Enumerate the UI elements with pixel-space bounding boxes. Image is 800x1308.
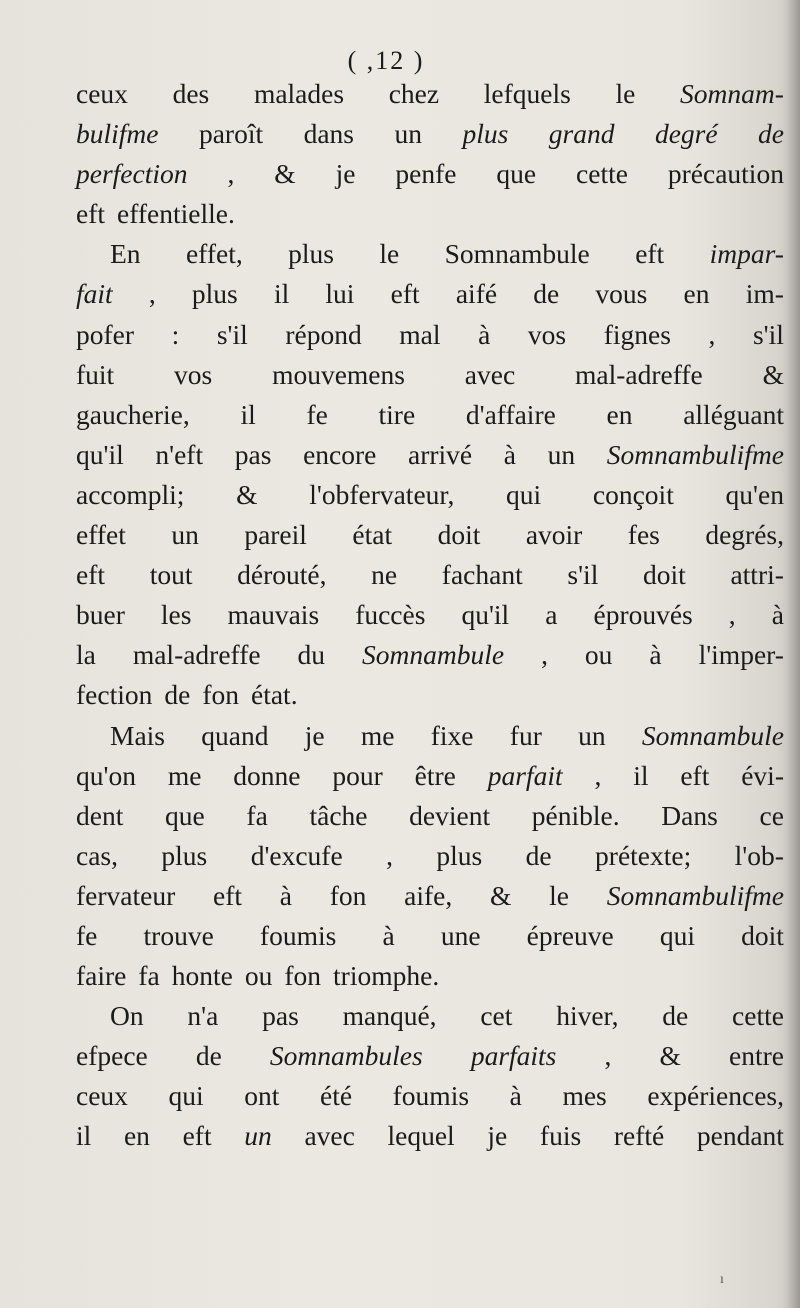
word: Mais <box>110 719 165 751</box>
text-line <box>76 1036 784 1076</box>
word: ceux <box>76 78 128 109</box>
text-line <box>76 675 784 715</box>
word: ou <box>244 960 273 992</box>
word: avec <box>304 1120 355 1152</box>
text-line <box>76 234 784 274</box>
word: Somnambule <box>444 238 590 270</box>
word: , <box>541 639 548 671</box>
word: dent <box>76 799 124 831</box>
word: une <box>440 919 481 951</box>
word: quand <box>201 719 269 751</box>
word: fection <box>76 679 153 711</box>
word: de <box>164 679 191 711</box>
italic-word: de <box>758 118 784 150</box>
word: ont <box>244 1080 280 1112</box>
text-line <box>76 475 784 515</box>
text-line <box>76 355 784 395</box>
word: lui <box>325 278 355 310</box>
word: du <box>297 639 326 671</box>
word: de <box>525 839 552 871</box>
word: plus <box>161 839 208 871</box>
italic-word: parfaits <box>470 1040 557 1072</box>
word: doit <box>741 919 784 951</box>
word: fixe <box>430 719 474 751</box>
word: s'il <box>752 318 784 350</box>
word: accompli; <box>76 478 185 510</box>
word: que <box>496 158 537 190</box>
text-line <box>76 876 784 916</box>
word: efpece <box>76 1040 148 1072</box>
text-line <box>76 395 784 435</box>
word: fe <box>306 398 328 430</box>
word: un <box>171 519 199 551</box>
word: fuis <box>539 1120 582 1152</box>
text-line <box>76 916 784 956</box>
word: effet <box>76 519 126 551</box>
word: lefquels <box>483 78 571 109</box>
text-line <box>76 796 784 836</box>
word: : <box>171 318 180 350</box>
word: foumis <box>392 1080 470 1112</box>
word: fignes <box>603 318 671 350</box>
word: fervateur <box>76 879 176 911</box>
italic-word: impar- <box>709 238 784 270</box>
italic-word: Somnambulifme <box>606 438 784 470</box>
word: le <box>615 78 636 109</box>
word: me <box>360 719 395 751</box>
word: plus <box>288 238 334 270</box>
italic-word: Somnambules <box>269 1040 423 1072</box>
word: , <box>386 839 393 871</box>
italic-word: perfection <box>76 158 188 190</box>
word: dans <box>303 118 355 150</box>
word: refté <box>613 1120 665 1152</box>
word: que <box>165 799 205 831</box>
word: En <box>110 238 141 270</box>
word: fon <box>284 960 322 992</box>
word: effentielle. <box>117 198 235 230</box>
word: pofer <box>76 318 135 350</box>
word: l'obfervateur, <box>309 478 455 510</box>
text-line <box>76 154 784 194</box>
word: Dans <box>661 799 718 831</box>
word: qui <box>506 478 542 510</box>
word: en <box>123 1120 150 1152</box>
text-line <box>76 194 784 234</box>
word: tâche <box>309 799 368 831</box>
word: donne <box>233 759 301 791</box>
word: mal-adreffe <box>132 639 261 671</box>
text-line <box>76 635 784 675</box>
word: cette <box>732 1000 784 1032</box>
italic-word: parfait <box>487 759 563 791</box>
word: aife, <box>404 879 453 911</box>
word: pour <box>332 759 383 791</box>
word: tout <box>149 559 193 591</box>
word: pénible. <box>531 799 620 831</box>
word: à <box>279 879 292 911</box>
word: fa <box>138 960 160 992</box>
word: l'ob- <box>734 839 784 871</box>
word: il <box>76 1120 92 1152</box>
page-edge-shadow <box>786 0 800 1308</box>
word: la <box>76 639 96 671</box>
word: les <box>160 599 192 631</box>
text-line <box>76 274 784 314</box>
text-line <box>76 74 784 114</box>
word: ce <box>759 799 784 831</box>
word: à <box>478 318 491 350</box>
word: n'eft <box>155 438 204 470</box>
word: mal <box>399 318 441 350</box>
ink-speck: ı <box>720 1272 724 1287</box>
word: manqué, <box>342 1000 437 1032</box>
word: tire <box>378 398 416 430</box>
word: degrés, <box>705 519 784 551</box>
word: lequel <box>387 1120 455 1152</box>
text-line <box>76 515 784 555</box>
word: qui <box>168 1080 204 1112</box>
word: il <box>273 278 290 310</box>
text-line <box>76 435 784 475</box>
word: des <box>172 78 210 109</box>
word: , <box>604 1040 612 1072</box>
word: , <box>594 759 602 791</box>
word: s'il <box>216 318 248 350</box>
word: plus <box>436 839 483 871</box>
word: en <box>606 398 633 430</box>
word: fur <box>509 719 542 751</box>
word: un <box>547 438 576 470</box>
italic-word: bulifme <box>76 118 159 150</box>
italic-word: degré <box>654 118 718 150</box>
word: foumis <box>259 919 337 951</box>
word: hiver, <box>556 1000 619 1032</box>
text-line <box>76 1076 784 1116</box>
word: répond <box>285 318 362 350</box>
word: l'imper- <box>698 639 784 671</box>
word: eft <box>635 238 665 270</box>
word: fon <box>202 679 239 711</box>
word: & <box>236 478 258 510</box>
word: fe <box>76 919 98 951</box>
word: alléguant <box>683 398 784 430</box>
word: plus <box>191 278 238 310</box>
word: le <box>549 879 569 911</box>
word: im- <box>745 278 784 310</box>
word: triomphe. <box>333 960 440 992</box>
word: vos <box>174 358 213 390</box>
word: a <box>545 599 558 631</box>
word: fuit <box>76 358 115 390</box>
word: avec <box>464 358 516 390</box>
word: il <box>633 759 649 791</box>
word: fachant <box>441 559 523 591</box>
word: il <box>240 398 256 430</box>
word: gaucherie, <box>76 398 190 430</box>
word: cette <box>576 158 628 190</box>
word: avoir <box>525 519 583 551</box>
word: vous <box>595 278 648 310</box>
text-line <box>76 996 784 1036</box>
word: qu'il <box>76 438 124 470</box>
word: de <box>195 1040 222 1072</box>
word: évi- <box>741 759 784 791</box>
italic-word: grand <box>548 118 615 150</box>
word: arrivé <box>407 438 473 470</box>
word: mal-adreffe <box>575 358 703 390</box>
word: fes <box>627 519 660 551</box>
word: état <box>352 519 393 551</box>
italic-word: Somnambule <box>362 639 505 671</box>
word: malades <box>253 78 345 109</box>
word: dérouté, <box>237 559 327 591</box>
word: je <box>304 719 325 751</box>
word: & <box>762 358 784 390</box>
body-text <box>76 74 784 1157</box>
word: chez <box>388 78 440 109</box>
word: buer <box>76 599 125 631</box>
word: je <box>335 158 356 190</box>
word: devient <box>409 799 491 831</box>
word: à <box>509 1080 522 1112</box>
word: qu'il <box>461 599 510 631</box>
word: attri- <box>730 559 784 591</box>
text-line <box>76 756 784 796</box>
italic-word: Somnambule <box>641 719 784 751</box>
word: eft <box>76 198 106 230</box>
word: à <box>771 599 784 631</box>
word: , <box>227 158 235 190</box>
word: pareil <box>244 519 307 551</box>
word: le <box>379 238 400 270</box>
word: On <box>110 1000 144 1032</box>
word: honte <box>171 960 233 992</box>
word: , <box>148 278 156 310</box>
word: fa <box>246 799 268 831</box>
italic-word: fait <box>76 278 113 310</box>
word: état. <box>251 679 298 711</box>
word: je <box>487 1120 508 1152</box>
word: entre <box>728 1040 784 1072</box>
word: précaution <box>667 158 784 190</box>
word: penfe <box>395 158 457 190</box>
word: cet <box>480 1000 513 1032</box>
text-line <box>76 315 784 355</box>
word: s'il <box>567 559 599 591</box>
word: cas, <box>76 839 118 871</box>
word: un <box>578 719 606 751</box>
word: été <box>319 1080 353 1112</box>
text-line <box>76 836 784 876</box>
word: ne <box>371 559 398 591</box>
word: effet, <box>185 238 243 270</box>
word: mauvais <box>227 599 320 631</box>
word: être <box>414 759 456 791</box>
word: paroît <box>198 118 264 150</box>
page-number: ( ,12 ) <box>347 46 425 75</box>
word: eft <box>680 759 710 791</box>
word: épreuve <box>526 919 614 951</box>
word: aifé <box>455 278 498 310</box>
word: qu'en <box>725 478 784 510</box>
word: & <box>274 158 296 190</box>
word: fon <box>329 879 367 911</box>
word: eft <box>182 1120 212 1152</box>
word: eft <box>76 559 106 591</box>
word: me <box>167 759 202 791</box>
word: , <box>728 599 736 631</box>
word: d'affaire <box>465 398 556 430</box>
italic-word: Somnam- <box>680 78 784 109</box>
word: faire <box>76 960 127 992</box>
text-line <box>76 956 784 996</box>
word: à <box>382 919 395 951</box>
word: qui <box>659 919 695 951</box>
text-line <box>76 114 784 154</box>
word: & <box>489 879 512 911</box>
word: un <box>394 118 422 150</box>
word: d'excufe <box>250 839 343 871</box>
word: mes <box>562 1080 607 1112</box>
word: expériences, <box>647 1080 784 1112</box>
text-line <box>76 716 784 756</box>
word: de <box>662 1000 689 1032</box>
word: pas <box>262 1000 299 1032</box>
word: eft <box>212 879 242 911</box>
text-line <box>76 1116 784 1156</box>
word: à <box>649 639 662 671</box>
word: ceux <box>76 1080 128 1112</box>
word: & <box>659 1040 681 1072</box>
word: en <box>683 278 710 310</box>
word: qu'on <box>76 759 136 791</box>
word: mouvemens <box>272 358 405 390</box>
italic-word: Somnambulifme <box>606 879 784 911</box>
word: éprouvés <box>593 599 693 631</box>
word: doit <box>437 519 481 551</box>
word: à <box>503 438 516 470</box>
word: ou <box>584 639 613 671</box>
word: , <box>708 318 716 350</box>
italic-word: un <box>244 1120 272 1152</box>
word: pendant <box>696 1120 784 1152</box>
text-line <box>76 595 784 635</box>
word: encore <box>303 438 377 470</box>
word: eft <box>390 278 420 310</box>
word: pas <box>234 438 272 470</box>
italic-word: plus <box>462 118 509 150</box>
word: conçoit <box>592 478 674 510</box>
word: doit <box>643 559 686 591</box>
word: prétexte; <box>595 839 692 871</box>
text-line <box>76 555 784 595</box>
word: de <box>533 278 560 310</box>
word: trouve <box>143 919 214 951</box>
word: fuccès <box>355 599 426 631</box>
word: vos <box>527 318 567 350</box>
word: n'a <box>187 1000 219 1032</box>
